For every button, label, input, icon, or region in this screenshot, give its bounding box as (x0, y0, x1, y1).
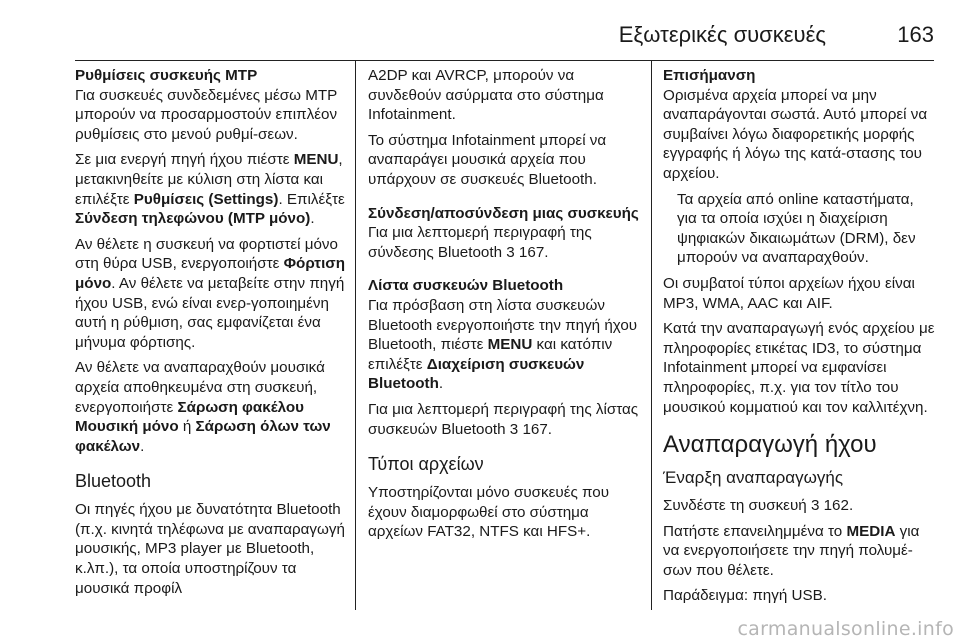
heading-audio-playback: Αναπαραγωγή ήχου (663, 431, 877, 459)
scan-music-keyword: Σάρωση φακέλου Μουσική μόνο (75, 398, 304, 436)
paragraph-a2dp: A2DP και AVRCP, μπορούν να συνδεθούν ασύρματα στο σύστημα Infotainment. (368, 67, 604, 124)
note-drm: Τα αρχεία από online καταστήματα, για τα οποία ισχύει η διαχείριση ψηφιακών δικαιωμάτων (DRM), δεν μπορούν να αναπαραχθούν. (677, 190, 916, 267)
menu-keyword: MENU (293, 151, 339, 169)
paragraph-media-button: Πατήστε επανειλημμένα το MEDIA για να ενεργοποιήσετε την πηγή πολυμέ‐σων που θέλετε. (663, 522, 920, 579)
phone-connection-keyword: Σύνδεση τηλεφώνου (MTP μόνο) (75, 210, 311, 228)
heading-file-types: Τύποι αρχείων (368, 454, 484, 475)
column-divider-2 (651, 60, 652, 610)
note-playback-issue: Ορισμένα αρχεία μπορεί να μην αναπαράγονται σωστά. Αυτό μπορεί να συμβαίνει λόγω διαφορετικής μορφής εγγραφής ή λόγω της κατά‐στασης του αρχείου. (663, 86, 928, 182)
paragraph-bluetooth-intro: Οι πηγές ήχου με δυνατότητα Bluetooth (π.χ. κινητά τηλέφωνα με αναπαραγωγή μουσικής, MP3 player με Bluetooth, κ.λπ.), τα οποία υποστηρίζουν τα μουσικά προφίλ (75, 501, 345, 597)
paragraph-file-systems: Υποστηρίζονται μόνο συσκευές που έχουν διαμορφωθεί στο σύστημα αρχείων FAT32, NTFS και HFS+. (368, 484, 610, 541)
column-2 (368, 66, 640, 548)
charge-only-keyword: Φόρτιση μόνο (75, 255, 345, 292)
paragraph-bt-playback: Το σύστημα Infotainment μπορεί να αναπαράγει μουσικά αρχεία που υπάρχουν σε συσκευές Bluetooth. (368, 131, 607, 188)
media-keyword: MEDIA (846, 522, 896, 540)
page-header (75, 0, 934, 61)
paragraph-mtp-intro: Για συσκευές συνδεδεμένες μέσω MTP μπορούν να προσαρμοστούν επιπλέον ρυθμίσεις στο μενού ρυθμί‐σεων. (75, 86, 338, 143)
page-reference: 3 167. (506, 243, 549, 261)
menu-keyword: MENU (487, 336, 533, 354)
heading-note: Επισήμανση (663, 67, 756, 84)
paragraph-charge-only: Αν θέλετε η συσκευή να φορτιστεί μόνο στη θύρα USB, ενεργοποιήστε Φόρτιση μόνο. Αν θέλετε να μεταβείτε στην πηγή ήχου USB, ενώ είναι ενερ‐γοποιημένη αυτή η ρύθμιση, σας εμφανίζεται ένα μήνυμα φόρτισης. (75, 235, 345, 351)
paragraph-example: Παράδειγμα: πηγή USB. (663, 587, 827, 605)
heading-bluetooth: Bluetooth (75, 471, 152, 492)
heading-connect-device: Σύνδεση/αποσύνδεση μιας συσκευής (368, 204, 639, 222)
column-1 (75, 66, 345, 604)
page-number: 163 (897, 22, 934, 47)
paragraph-connection-ref: Για μια λεπτομερή περιγραφή της σύνδεσης Bluetooth 3 167. (368, 224, 592, 261)
settings-keyword: Ρυθμίσεις (Settings) (133, 190, 279, 208)
page-title: Εξωτερικές συσκευές (618, 22, 826, 47)
paragraph-id3: Κατά την αναπαραγωγή ενός αρχείου με πληροφορίες ετικέτας ID3, το σύστημα Infotainment μπορεί να εμφανίσει πληροφορίες, π.χ. για τον τίτλο του μουσικού κομματιού και τον καλλιτέχνη. (663, 320, 935, 416)
paragraph-compatible-types: Οι συμβατοί τύποι αρχείων ήχου είναι MP3, WMA, AAC και AIF. (663, 274, 915, 312)
page-reference: 3 162. (810, 497, 854, 515)
paragraph-device-list-ref: Για μια λεπτομερή περιγραφή της λίστας συσκευών Bluetooth 3 167. (368, 400, 639, 438)
column-divider-1 (355, 60, 356, 610)
heading-mtp-settings: Ρυθμίσεις συσκευής MTP (75, 67, 258, 84)
column-3 (663, 66, 935, 612)
paragraph-scan-folders: Αν θέλετε να αναπαραχθούν μουσικά αρχεία αποθηκευμένα στη συσκευή, ενεργοποιήστε Σάρωση φακέλου Μουσική μόνο ή Σάρωση όλων των φακέλων. (75, 359, 331, 455)
heading-start-playback: Έναρξη αναπαραγωγής (663, 468, 844, 488)
paragraph-device-list: Για πρόσβαση στη λίστα συσκευών Bluetooth ενεργοποιήστε την πηγή ήχου Bluetooth, πιέστε MENU και κατόπιν επιλέξτε Διαχείριση συσκευών Bluetooth. (368, 296, 638, 393)
manage-devices-keyword: Διαχείριση συσκευών Bluetooth (368, 355, 585, 393)
heading-device-list: Λίστα συσκευών Bluetooth (368, 277, 564, 295)
page-reference: 3 167. (509, 420, 553, 438)
watermark: carmanualsonline.info (737, 618, 954, 640)
paragraph-connect-device: Συνδέστε τη συσκευή 3 162. (663, 497, 854, 515)
scan-all-keyword: Σάρωση όλων των φακέλων (75, 418, 331, 455)
paragraph-mtp-menu: Σε μια ενεργή πηγή ήχου πιέστε MENU, μετακινηθείτε με κύλιση στη λίστα και επιλέξτε Ρυθμίσεις (Settings). Επιλέξτε Σύνδεση τηλεφώνου (MTP μόνο). (75, 151, 345, 228)
